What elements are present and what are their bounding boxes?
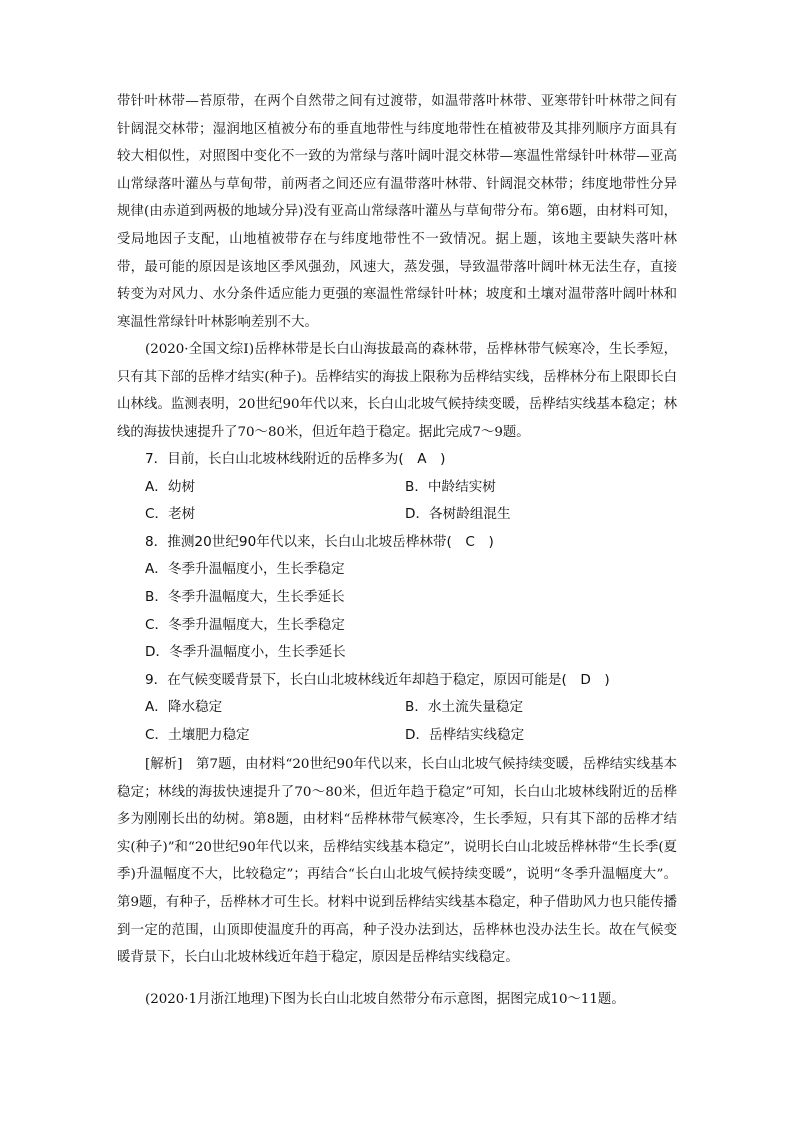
analysis-2-block <box>117 751 677 972</box>
analysis-continued-block <box>117 88 677 336</box>
question-7-option-b: B．中龄结实树 <box>405 478 496 495</box>
analysis-continued-paragraph: 带针叶林带—苔原带，在两个自然带之间有过渡带，如温带落叶林带、亚寒带针叶林带之间有针阔混交林带；湿润地区植被分布的垂直地带性与纬度地带性在植被带及其排列顺序方面具有较大相似性，对照图中变化不一致的为常绿与落叶阔叶混交林带—寒温性常绿针叶林带—亚高山常绿落叶灌丛与草甸带，前两者之间还应有温带落叶林带、针阔混交林带；纬度地带性分异规律(由赤道到两极的地域分异)没有亚高山常绿落叶灌丛与草甸带分布。第6题，由材料可知，受局地因子支配，山地植被带存在与纬度地带性不一致情况。据上题，该地主要缺失落叶林带，最可能的原因是该地区季风强劲，风速大，蒸发强，导致温带落叶阔叶林无法生存，直接转变为对风力、水分条件适应能力更强的寒温性常绿针叶林；坡度和土壤对温带落叶阔叶林和寒温性常绿针叶林影响差别不大。 <box>117 94 677 330</box>
question-8-option-c: C．冬季升温幅度大，生长季稳定 <box>145 616 345 633</box>
analysis-2-paragraph: [解析] 第7题，由材料“20世纪90年代以来，长白山北坡气候持续变暖，岳桦结实线基本稳定；林线的海拔快速提升了70～80米，但近年趋于稳定”可知，长白山北坡林线附近的岳桦多为刚刚长出的幼树。第8题，由材料“岳桦林带气候寒冷，生长季短，只有其下部的岳桦才结实(种子)”和“20世纪90年代以来，岳桦结实线基本稳定”，说明长白山北坡岳桦林带“生长季(夏季)升温幅度不大，比较稳定”；再结合“长白山北坡气候持续变暖”，说明“冬季升温幅度大”。第9题，有种子，岳桦林才可生长。材料中说到岳桦结实线基本稳定，种子借助风力也只能传播到一定的范围，山顶即使温度升的再高，种子没办法到达，岳桦林也没办法生长。故在气候变暖背景下，长白山北坡林线近年趋于稳定，原因是岳桦结实线稳定。 <box>117 757 677 966</box>
question-9-option-b: B．水土流失量稳定 <box>405 699 524 716</box>
question-9-options-row-1 <box>117 694 677 722</box>
question-8-option-d: D．冬季升温幅度小，生长季延长 <box>145 644 346 661</box>
question-7-options-row-1 <box>117 474 677 502</box>
material-2-paragraph: (2020·1月浙江地理)下图为长白山北坡自然带分布示意图，据图完成10～11题。 <box>145 992 625 1007</box>
question-8-option-b: B．冬季升温幅度大，生长季延长 <box>145 588 345 605</box>
question-9-option-a: A．降水稳定 <box>145 699 223 716</box>
question-8-option-a: A．冬季升温幅度小，生长季稳定 <box>145 561 345 578</box>
material-1-block <box>117 336 677 446</box>
question-7-stem: 7．目前，长白山北坡林线附近的岳桦多为( A ) <box>145 451 446 467</box>
question-9-option-d: D．岳桦结实线稳定 <box>405 726 525 743</box>
question-7-options-row-2 <box>117 501 677 529</box>
question-7 <box>117 446 677 529</box>
material-2-block <box>117 986 677 1014</box>
question-8-stem: 8．推测20世纪90年代以来，长白山北坡岳桦林带( C ) <box>145 533 494 550</box>
question-7-option-a: A．幼树 <box>145 478 196 495</box>
question-list <box>117 446 677 750</box>
material-1-paragraph: (2020·全国文综Ⅰ)岳桦林带是长白山海拔最高的森林带，岳桦林带气候寒冷，生长季短，只有其下部的岳桦才结实(种子)。岳桦结实的海拔上限称为岳桦结实线，岳桦林分布上限即长白山林线。监测表明，20世纪90年代以来，长白山北坡气候持续变暖，岳桦结实线基本稳定；林线的海拔快速提升了70～80米，但近年趋于稳定。据此完成7～9题。 <box>117 342 677 440</box>
question-7-option-c: C．老树 <box>145 506 196 523</box>
question-9-stem: 9．在气候变暖背景下，长白山北坡林线近年却趋于稳定，原因可能是( D ) <box>145 671 610 688</box>
question-7-option-d: D．各树龄组混生 <box>405 506 511 523</box>
question-9-option-c: C．土壤肥力稳定 <box>145 726 250 743</box>
question-8 <box>117 529 677 667</box>
question-9 <box>117 667 677 750</box>
question-9-options-row-2 <box>117 722 677 750</box>
